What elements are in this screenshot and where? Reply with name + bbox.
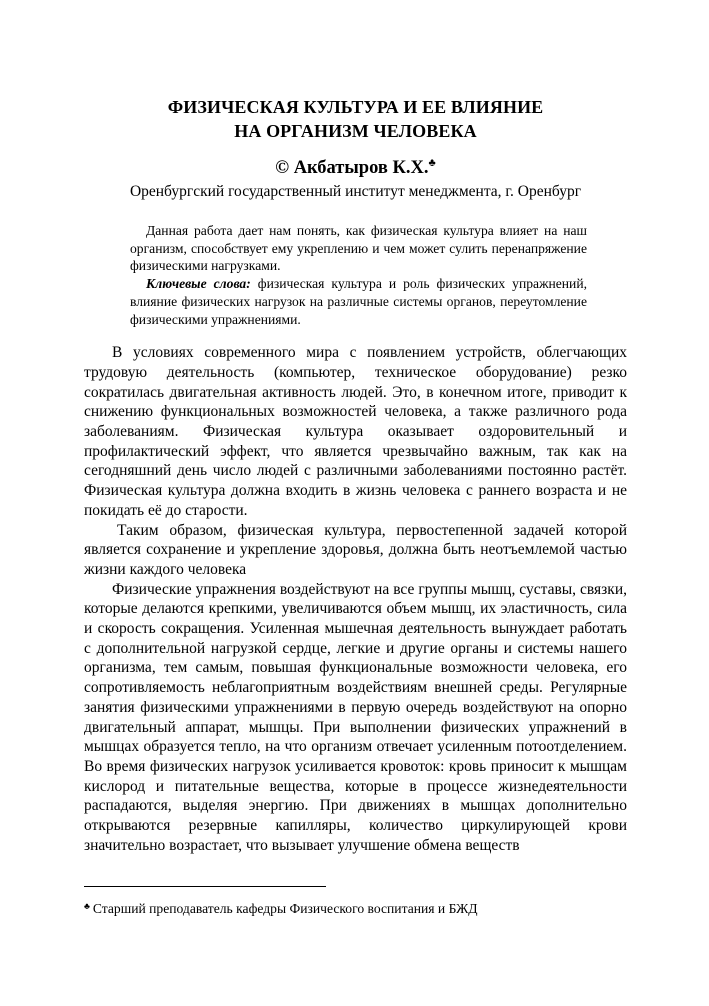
footnote-text: Старший преподаватель кафедры Физического воспитания и БЖД (92, 901, 478, 916)
footnote-separator (84, 886, 326, 887)
body-paragraph-1: В условиях современного мира с появлением устройств, облегчающих трудовую деятельность (компьютер, техническое оборудование) резко сократилась двигательная активность людей. Это, в конечном итоге, приводит к снижению функциональных возможностей человека, а также различного рода заболеваниям. Физическая культура оказывает оздоровительный и профилактический эффект, что является чрезвычайно важным, так как на сегодняшний день число людей с различными заболеваниями постоянно растёт. Физическая культура должна входить в жизнь человека с раннего возраста и не покидать её до старости. (84, 344, 627, 519)
keywords-label: Ключевые слова: (146, 276, 251, 292)
author-name: © Акбатыров К.Х. (275, 158, 429, 178)
footnote-mark: ♣ (84, 901, 90, 911)
keywords (130, 275, 587, 328)
footnote (84, 897, 478, 918)
article-title (84, 95, 627, 143)
body-paragraph-2: Таким образом, физическая культура, первостепенной задачей которой является сохранение и укрепление здоровья, должна быть неотъемлемой частью жизни каждого человека (84, 521, 627, 578)
title-line-1: ФИЗИЧЕСКАЯ КУЛЬТУРА И ЕЕ ВЛИЯНИЕ (167, 97, 544, 117)
keywords-text: физическая культура и роль физических упражнений, влияние физических нагрузок на различные системы органов, переутомление физическими упражнениями. (130, 276, 587, 327)
abstract (130, 222, 587, 328)
author-affiliation: Оренбургский государственный институт менеджмента, г. Оренбург (129, 183, 582, 200)
title-line-2: НА ОРГАНИЗМ ЧЕЛОВЕКА (234, 121, 477, 141)
body-paragraph-3: Физические упражнения воздействуют на все группы мышц, суставы, связки, которые делаются крепкими, увеличиваются объем мышц, их эластичность, сила и скорость сокращения. Усиленная мышечная деятельность вынуждает работать с дополнительной нагрузкой сердце, легкие и другие органы и системы нашего организма, тем самым, повышая функциональные возможности человека, его сопротивляемость неблагоприятным воздействиям внешней среды. Регулярные занятия физическими упражнениями в первую очередь воздействуют на опорно двигательный аппарат, мышцы. При выполнении физических упражнений в мышцах образуется тепло, на что организм отвечает усиленным потоотделением. Во время физических нагрузок усиливается кровоток: кровь приносит к мышцам кислород и питательные вещества, которые в процессе жизнедеятельности распадаются, выделяя энергию. При движениях в мышцах дополнительно открываются резервные капилляры, количество циркулирующей крови значительно возрастает, что вызывает улучшение обмена веществ (84, 580, 627, 854)
abstract-text: Данная работа дает нам понять, как физическая культура влияет на наш организм, способствует ему укреплению и чем может сулить перенапряжение физическими нагрузками. (130, 223, 587, 274)
author-line (84, 156, 627, 180)
article-body (84, 343, 627, 855)
author-footnote-mark: ♣ (428, 157, 436, 169)
article (84, 0, 627, 856)
